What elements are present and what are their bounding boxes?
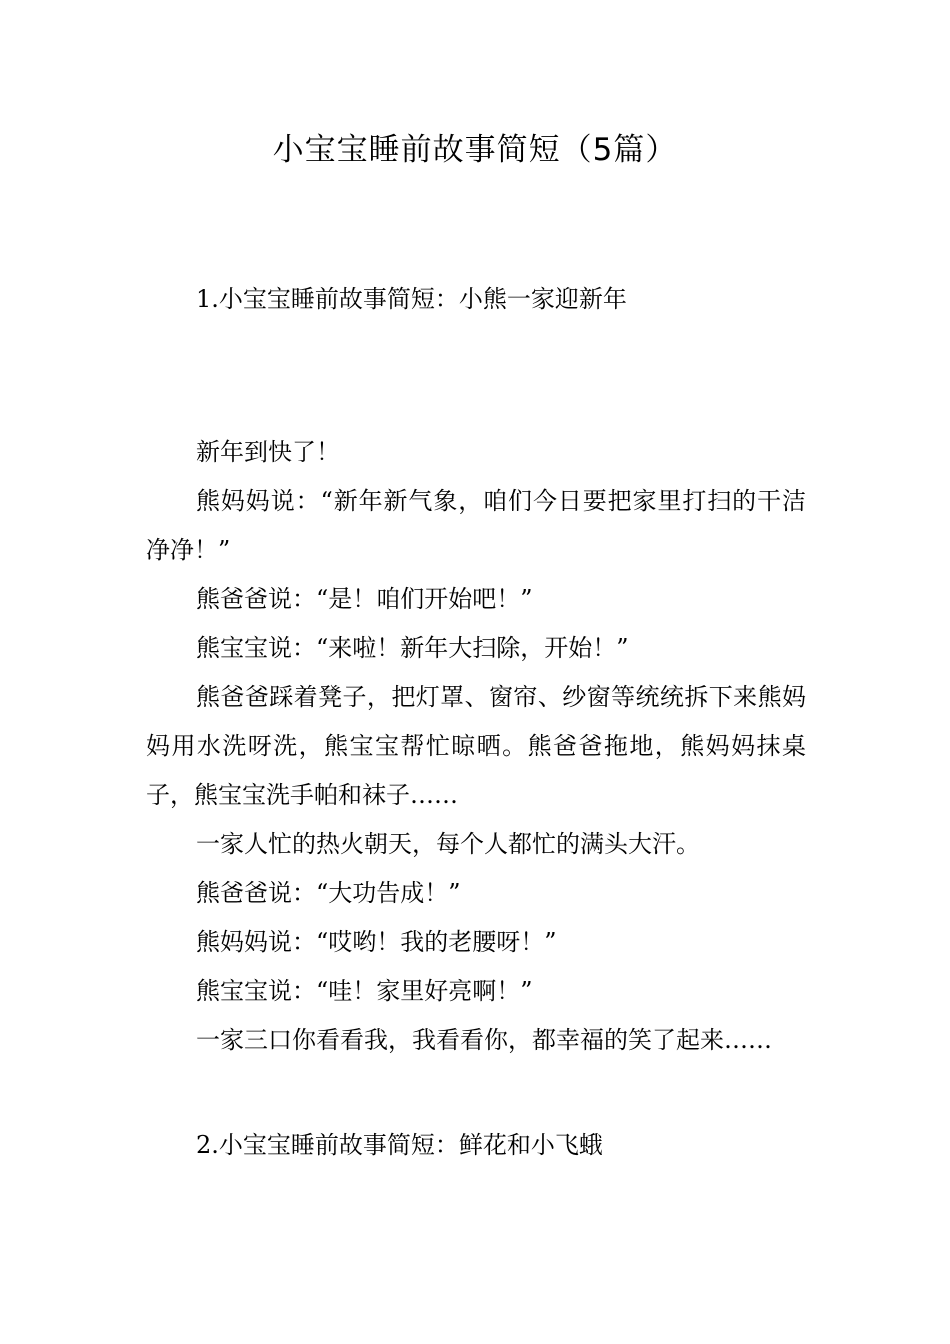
paragraph: 熊爸爸说：“是！咱们开始吧！” <box>196 585 533 613</box>
paragraph: 熊妈妈说：“新年新气象，咱们今日要把家里打扫的干洁净净！” <box>146 487 806 564</box>
paragraph: 熊宝宝说：“哇！家里好亮啊！” <box>196 977 533 1005</box>
paragraph: 熊妈妈说：“哎哟！我的老腰呀！” <box>196 928 557 956</box>
paragraph: 熊爸爸踩着凳子，把灯罩、窗帘、纱窗等统统拆下来熊妈妈用水洗呀洗，熊宝宝帮忙晾晒。熊爸爸拖地，熊妈妈抹桌子，熊宝宝洗手帕和袜子…… <box>146 683 806 809</box>
paragraph: 一家人忙的热火朝天，每个人都忙的满头大汗。 <box>196 830 700 858</box>
document-title: 小宝宝睡前故事简短（5篇） <box>272 132 678 168</box>
section-heading-1: 1.小宝宝睡前故事简短：小熊一家迎新年 <box>196 285 627 313</box>
section-1-body <box>146 428 806 1065</box>
paragraph: 一家三口你看看我，我看看你，都幸福的笑了起来…… <box>196 1026 772 1054</box>
paragraph: 熊宝宝说：“来啦！新年大扫除，开始！” <box>196 634 629 662</box>
paragraph: 新年到快了！ <box>196 438 340 466</box>
paragraph: 熊爸爸说：“大功告成！” <box>196 879 461 907</box>
section-heading-2: 2.小宝宝睡前故事简短：鲜花和小飞蛾 <box>196 1131 603 1159</box>
